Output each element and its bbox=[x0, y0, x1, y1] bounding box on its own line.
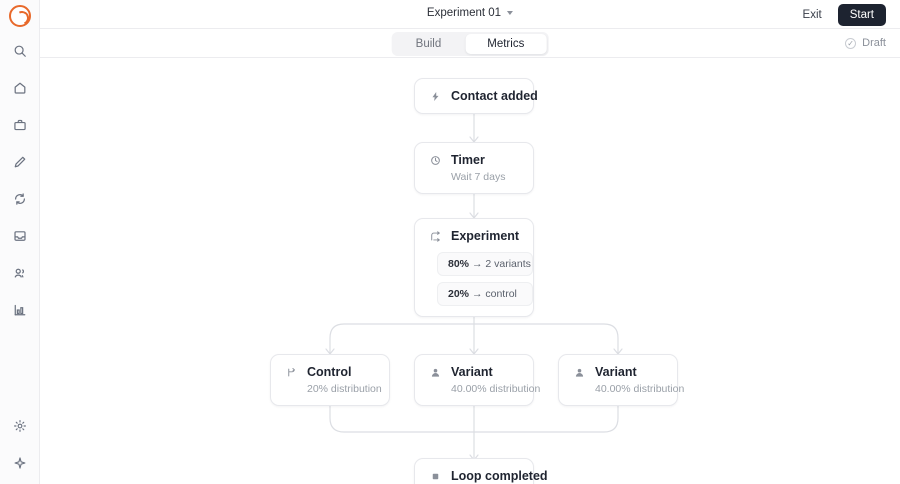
status-badge bbox=[845, 37, 886, 49]
exit-button[interactable]: Exit bbox=[797, 6, 828, 24]
node-title: Control bbox=[307, 365, 352, 379]
node-experiment[interactable] bbox=[414, 218, 534, 317]
check-icon: ✓ bbox=[845, 38, 856, 49]
flow-graph bbox=[40, 58, 900, 484]
node-subtitle: 40.00% distribution bbox=[595, 383, 685, 395]
node-title: Variant bbox=[595, 365, 637, 379]
pencil-icon[interactable] bbox=[7, 149, 33, 175]
app-logo[interactable] bbox=[9, 5, 31, 27]
node-header bbox=[429, 365, 519, 379]
header-actions bbox=[797, 4, 886, 26]
split-row[interactable] bbox=[437, 282, 533, 306]
experiment-split-list bbox=[437, 252, 531, 306]
tab-build[interactable]: Build bbox=[415, 38, 442, 50]
node-contact-added[interactable] bbox=[414, 78, 538, 114]
status-label: Draft bbox=[862, 37, 886, 49]
inbox-icon[interactable] bbox=[7, 223, 33, 249]
person-icon bbox=[573, 366, 586, 379]
sparkle-icon[interactable] bbox=[7, 450, 33, 476]
tab-group bbox=[392, 32, 549, 56]
node-control[interactable] bbox=[270, 354, 390, 406]
split-label: 2 variants bbox=[485, 258, 531, 270]
clock-icon bbox=[429, 154, 442, 167]
split-percent: 80% bbox=[448, 258, 470, 270]
person-icon bbox=[429, 366, 442, 379]
node-loop-completed[interactable] bbox=[414, 458, 548, 484]
node-title: Timer bbox=[451, 153, 485, 167]
node-title: Experiment bbox=[451, 229, 520, 243]
node-subtitle: Wait 7 days bbox=[451, 171, 506, 183]
split-label: control bbox=[485, 288, 517, 300]
left-nav-rail bbox=[0, 0, 40, 484]
chart-icon[interactable] bbox=[7, 297, 33, 323]
app-header bbox=[40, 0, 900, 29]
node-title: Contact added bbox=[451, 89, 538, 103]
split-arrow: → bbox=[471, 258, 483, 270]
home-icon[interactable] bbox=[7, 75, 33, 101]
node-header bbox=[285, 365, 375, 379]
node-header bbox=[429, 469, 548, 483]
node-header bbox=[573, 365, 663, 379]
search-icon[interactable] bbox=[7, 38, 33, 64]
split-icon bbox=[429, 230, 442, 243]
stop-icon bbox=[429, 470, 442, 483]
flow-canvas[interactable] bbox=[40, 58, 900, 484]
node-header bbox=[429, 229, 519, 243]
briefcase-icon[interactable] bbox=[7, 112, 33, 138]
split-arrow: → bbox=[471, 288, 483, 300]
branch-icon bbox=[285, 366, 298, 379]
node-header bbox=[429, 89, 538, 103]
node-variant-b[interactable] bbox=[558, 354, 685, 406]
tab-metrics[interactable]: Metrics bbox=[465, 34, 546, 54]
page-title: Experiment 01 bbox=[426, 7, 502, 19]
sync-icon[interactable] bbox=[7, 186, 33, 212]
node-subtitle: 40.00% distribution bbox=[451, 383, 541, 395]
node-variant-a[interactable] bbox=[414, 354, 541, 406]
node-title: Loop completed bbox=[451, 469, 548, 483]
node-header bbox=[429, 153, 519, 167]
node-timer[interactable] bbox=[414, 142, 534, 194]
split-row[interactable] bbox=[437, 252, 533, 276]
bolt-icon bbox=[429, 90, 442, 103]
people-icon[interactable] bbox=[7, 260, 33, 286]
split-percent: 20% bbox=[448, 288, 470, 300]
node-title: Variant bbox=[451, 365, 493, 379]
tab-bar bbox=[40, 29, 900, 58]
start-button[interactable]: Start bbox=[838, 4, 886, 26]
settings-icon[interactable] bbox=[7, 413, 33, 439]
experiment-title-menu[interactable] bbox=[427, 7, 513, 19]
node-subtitle: 20% distribution bbox=[307, 383, 382, 395]
chevron-down-icon[interactable] bbox=[507, 11, 513, 15]
